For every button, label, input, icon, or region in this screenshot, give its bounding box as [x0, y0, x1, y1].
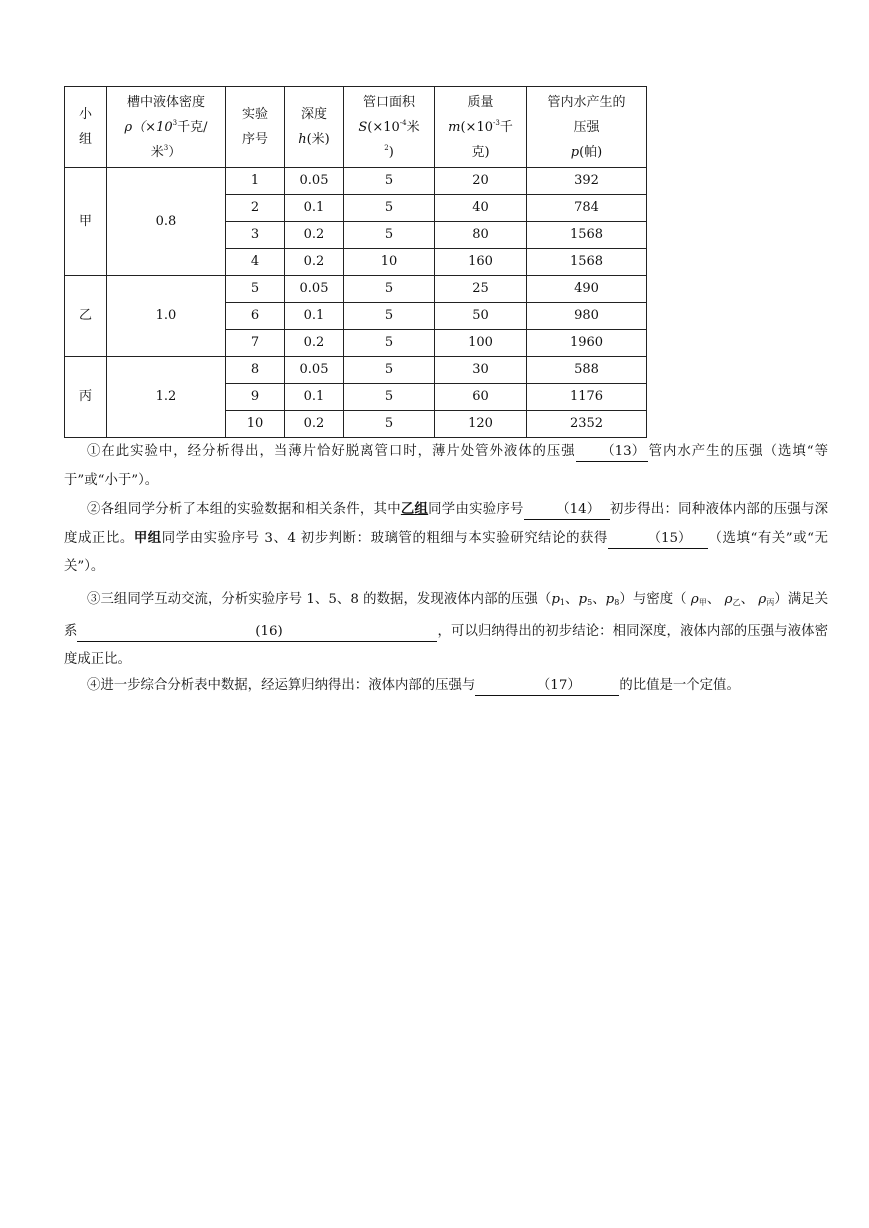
p8-subscript: 8	[614, 598, 620, 607]
answer-blank-13[interactable]: （13）	[576, 443, 648, 462]
seq-cell: 1	[226, 168, 285, 195]
rho-yi-symbol: ρ	[724, 592, 733, 607]
header-density-close: ）	[168, 144, 182, 160]
table-row	[65, 276, 647, 303]
group-yi-label: 乙组	[400, 502, 429, 517]
header-area-line2	[346, 115, 432, 140]
question-2-text: ②各组同学分析了本组的实验数据和相关条件，其中	[87, 502, 401, 517]
header-pressure-symbol: p	[570, 144, 580, 160]
group-name-cell: 甲	[65, 168, 107, 276]
depth-cell: 0.05	[285, 168, 344, 195]
p1-subscript: 1	[559, 598, 565, 607]
header-seq	[226, 87, 285, 168]
answer-blank-14[interactable]: （14）	[524, 501, 610, 520]
area-cell: 5	[344, 303, 435, 330]
depth-cell: 0.05	[285, 276, 344, 303]
mass-cell: 80	[435, 222, 527, 249]
header-area-close: )	[388, 144, 394, 160]
header-area	[344, 87, 435, 168]
header-seq-line2: 序号	[241, 132, 268, 147]
depth-cell: 0.1	[285, 303, 344, 330]
header-pressure-line1: 管内水产生的	[547, 94, 626, 110]
depth-cell: 0.2	[285, 249, 344, 276]
answer-blank-16[interactable]: (16)	[77, 623, 437, 642]
area-cell: 5	[344, 411, 435, 438]
header-depth	[285, 87, 344, 168]
seq-cell: 7	[226, 330, 285, 357]
depth-cell: 0.2	[285, 411, 344, 438]
header-density-line3	[109, 140, 223, 165]
area-cell: 5	[344, 222, 435, 249]
depth-cell: 0.1	[285, 195, 344, 222]
question-3-text-b: ）与密度（	[619, 592, 687, 607]
question-4	[64, 672, 828, 701]
seq-cell: 8	[226, 357, 285, 384]
header-mass-line2	[437, 115, 524, 140]
header-density-line1: 槽中液体密度	[126, 94, 205, 110]
mass-cell: 40	[435, 195, 527, 222]
depth-cell: 0.2	[285, 222, 344, 249]
mass-cell: 120	[435, 411, 527, 438]
header-density	[107, 87, 226, 168]
pressure-cell: 1568	[527, 249, 647, 276]
depth-cell: 0.2	[285, 330, 344, 357]
header-mass-line3: 克)	[471, 144, 490, 160]
p1-symbol: p	[551, 592, 560, 607]
area-cell: 10	[344, 249, 435, 276]
header-area-exp: -4	[399, 118, 407, 127]
seq-cell: 5	[226, 276, 285, 303]
header-depth-unit: (米)	[306, 132, 330, 147]
header-depth-line2	[287, 127, 341, 152]
header-mass-exp: -3	[493, 118, 500, 127]
experiment-data-table	[64, 86, 647, 438]
header-mass-unit: (×10	[460, 119, 493, 135]
question-2	[64, 496, 828, 582]
header-density-unit: 千克/	[177, 119, 208, 135]
question-4-text: ④进一步综合分析表中数据，经运算归纳得出：液体内部的压强与	[87, 678, 476, 693]
p8-symbol: p	[605, 592, 615, 607]
rho-jia-symbol: ρ	[690, 592, 699, 607]
header-group-line2: 组	[78, 132, 92, 147]
question-1	[64, 438, 828, 495]
header-area-unit: (×10	[367, 119, 400, 135]
density-cell: 0.8	[107, 168, 226, 276]
mass-cell: 160	[435, 249, 527, 276]
rho-bing-subscript: 丙	[766, 598, 775, 607]
pressure-cell: 392	[527, 168, 647, 195]
pressure-cell: 490	[527, 276, 647, 303]
header-mass-line1: 质量	[467, 94, 494, 110]
seq-cell: 4	[226, 249, 285, 276]
mass-cell: 30	[435, 357, 527, 384]
sep-2: 、	[592, 592, 606, 607]
question-3	[64, 586, 828, 675]
mass-cell: 100	[435, 330, 527, 357]
seq-cell: 2	[226, 195, 285, 222]
header-density-exp: 3	[172, 118, 178, 127]
answer-blank-15[interactable]: （15）	[608, 530, 708, 549]
header-mass-unit2: 千	[499, 119, 513, 135]
header-area-exp2: 2	[384, 143, 389, 152]
question-1-text-end: 管内水产生的压强（选填“等于”或“小于”）。	[64, 444, 828, 488]
density-cell: 1.0	[107, 276, 226, 357]
seq-cell: 3	[226, 222, 285, 249]
group-jia-label: 甲组	[133, 530, 162, 546]
rho-bing-symbol: ρ	[758, 592, 767, 607]
question-2-text-e: （选填“有关”或“无关”）。	[64, 530, 828, 574]
depth-cell: 0.1	[285, 384, 344, 411]
question-3-text-d: ，可以归纳得出的初步结论：相同深度，液体内部的压强与液体密度成正比。	[64, 623, 828, 667]
header-depth-symbol: h	[298, 132, 307, 147]
area-cell: 5	[344, 168, 435, 195]
pressure-cell: 980	[527, 303, 647, 330]
pressure-cell: 2352	[527, 411, 647, 438]
pressure-cell: 1960	[527, 330, 647, 357]
header-group-line1: 小	[78, 107, 92, 122]
header-area-line3	[346, 140, 432, 165]
answer-blank-17[interactable]: （17）	[475, 677, 619, 696]
pressure-cell: 1568	[527, 222, 647, 249]
header-pressure	[527, 87, 647, 168]
header-pressure-unit: (帕)	[579, 144, 603, 160]
density-cell: 1.2	[107, 357, 226, 438]
question-3-text-c: ）满足关系	[64, 592, 829, 639]
seq-cell: 10	[226, 411, 285, 438]
table-row	[65, 357, 647, 384]
header-area-unit2: 米	[406, 119, 420, 135]
question-3-text: ③三组同学互动交流，分析实验序号 1、5、8 的数据，发现液体内部的压强（	[87, 592, 552, 607]
header-area-symbol: S	[358, 119, 368, 135]
rho-jia-subscript: 甲	[698, 598, 707, 607]
mass-cell: 50	[435, 303, 527, 330]
sep-1: 、	[565, 592, 579, 607]
header-density-unit2: 米	[150, 144, 164, 160]
area-cell: 5	[344, 330, 435, 357]
area-cell: 5	[344, 195, 435, 222]
header-density-symbol: ρ（×10	[124, 119, 173, 135]
area-cell: 5	[344, 384, 435, 411]
question-1-text: ①在此实验中，经分析得出，当薄片恰好脱离管口时，薄片处管外液体的压强	[87, 444, 576, 459]
header-mass	[435, 87, 527, 168]
p5-subscript: 5	[587, 598, 593, 607]
pressure-cell: 784	[527, 195, 647, 222]
header-area-line1: 管口面积	[362, 94, 415, 110]
mass-cell: 60	[435, 384, 527, 411]
question-2-text-b: 同学由实验序号	[428, 502, 524, 517]
area-cell: 5	[344, 357, 435, 384]
group-name-cell: 乙	[65, 276, 107, 357]
pressure-cell: 588	[527, 357, 647, 384]
mass-cell: 25	[435, 276, 527, 303]
sep-4: 、	[740, 592, 755, 607]
question-2-text-d: 同学由实验序号 3、4 初步判断：玻璃管的粗细与本实验研究结论的获得	[161, 530, 608, 546]
header-seq-line1: 实验	[241, 107, 268, 122]
seq-cell: 9	[226, 384, 285, 411]
table-header-row	[65, 87, 647, 168]
question-2-text-c: 初步得出：同种液体内部的压强与深度成正比。	[64, 502, 829, 546]
area-cell: 5	[344, 276, 435, 303]
header-pressure-line2: 压强	[573, 119, 600, 135]
question-4-text-end: 的比值是一个定值。	[619, 678, 740, 693]
header-pressure-line3	[529, 140, 644, 165]
group-name-cell: 丙	[65, 357, 107, 438]
table-row	[65, 168, 647, 195]
header-depth-line1: 深度	[300, 107, 327, 122]
depth-cell: 0.05	[285, 357, 344, 384]
p5-symbol: p	[578, 592, 588, 607]
header-density-line2	[109, 115, 223, 140]
header-mass-symbol: m	[448, 119, 461, 135]
seq-cell: 6	[226, 303, 285, 330]
rho-yi-subscript: 乙	[732, 598, 741, 607]
header-group	[65, 87, 107, 168]
mass-cell: 20	[435, 168, 527, 195]
header-density-exp2: 3	[163, 143, 169, 152]
sep-3: 、	[706, 592, 721, 607]
pressure-cell: 1176	[527, 384, 647, 411]
